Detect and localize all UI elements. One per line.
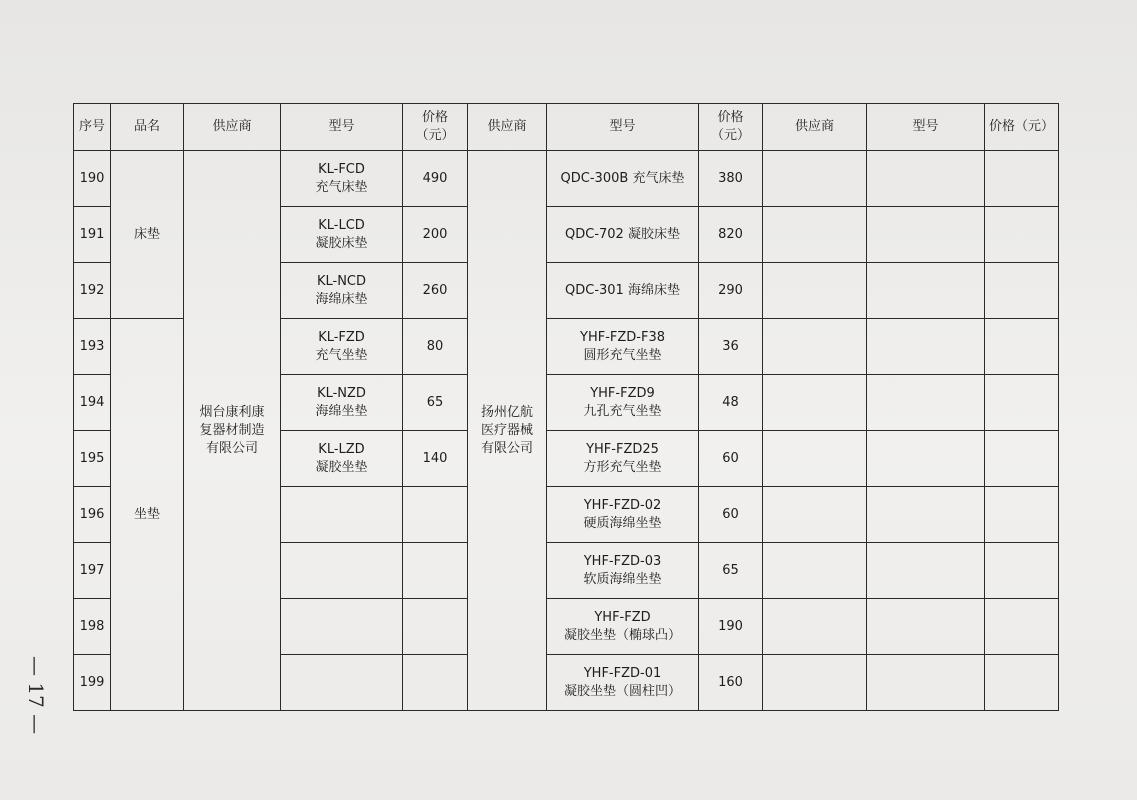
empty-cell	[867, 431, 985, 487]
empty-cell	[867, 151, 985, 207]
row-number: 194	[74, 375, 111, 431]
supplier-cell: 扬州亿航医疗器械有限公司	[468, 151, 547, 711]
model-code: QDC-301 海绵床垫	[565, 282, 680, 298]
model-code: YHF-FZD-F38	[580, 329, 665, 345]
model-cell	[281, 375, 403, 431]
empty-cell	[985, 655, 1059, 711]
row-number: 196	[74, 487, 111, 543]
price-cell: 160	[699, 655, 763, 711]
category-cell: 床垫	[111, 151, 184, 319]
model-name: 凝胶坐垫（椭球凸）	[563, 627, 681, 643]
empty-cell	[985, 431, 1059, 487]
empty-cell	[985, 375, 1059, 431]
model-code: YHF-FZD-01	[583, 665, 662, 681]
empty-cell	[763, 487, 867, 543]
empty-cell	[763, 207, 867, 263]
model-cell	[547, 319, 699, 375]
model-name: 圆形充气坐垫	[583, 347, 662, 363]
model-code: QDC-702 凝胶床垫	[565, 226, 680, 242]
model-name: 方形充气坐垫	[583, 459, 662, 475]
model-code: KL-NCD	[316, 273, 367, 289]
price-cell: 48	[699, 375, 763, 431]
empty-cell	[985, 599, 1059, 655]
row-number: 199	[74, 655, 111, 711]
empty-cell	[985, 207, 1059, 263]
model-code: YHF-FZD9	[590, 385, 655, 401]
empty-cell	[403, 655, 468, 711]
empty-cell	[985, 319, 1059, 375]
row-number: 190	[74, 151, 111, 207]
empty-cell	[763, 655, 867, 711]
empty-cell	[763, 431, 867, 487]
price-cell: 190	[699, 599, 763, 655]
empty-cell	[985, 151, 1059, 207]
empty-cell	[763, 263, 867, 319]
model-code: YHF-FZD	[594, 609, 651, 625]
empty-cell	[403, 487, 468, 543]
price-table	[73, 103, 1059, 711]
empty-cell	[281, 599, 403, 655]
model-name: 九孔充气坐垫	[583, 403, 662, 419]
model-cell	[281, 263, 403, 319]
empty-cell	[403, 599, 468, 655]
supplier-cell: 烟台康利康复器材制造有限公司	[184, 151, 281, 711]
empty-cell	[867, 319, 985, 375]
header-cell: 价格（元）	[699, 104, 763, 151]
model-cell	[547, 151, 699, 207]
price-cell: 60	[699, 487, 763, 543]
empty-cell	[763, 543, 867, 599]
model-name: 硬质海绵坐垫	[583, 515, 662, 531]
header-cell: 序号	[74, 104, 111, 151]
header-cell: 供应商	[763, 104, 867, 151]
model-cell	[547, 207, 699, 263]
model-cell	[281, 151, 403, 207]
model-name: 凝胶坐垫（圆柱凹）	[563, 683, 681, 699]
row-number: 195	[74, 431, 111, 487]
row-number: 191	[74, 207, 111, 263]
model-cell	[547, 487, 699, 543]
empty-cell	[985, 263, 1059, 319]
price-cell: 260	[403, 263, 468, 319]
header-cell: 型号	[867, 104, 985, 151]
row-number: 193	[74, 319, 111, 375]
model-cell	[281, 431, 403, 487]
model-code: KL-LZD	[318, 441, 365, 457]
empty-cell	[867, 543, 985, 599]
header-cell: 型号	[281, 104, 403, 151]
model-code: KL-LCD	[318, 217, 365, 233]
model-code: KL-FCD	[318, 161, 365, 177]
model-name: 充气床垫	[315, 179, 368, 195]
price-cell: 380	[699, 151, 763, 207]
empty-cell	[867, 375, 985, 431]
table-row	[74, 151, 1059, 207]
empty-cell	[867, 487, 985, 543]
price-cell: 200	[403, 207, 468, 263]
empty-cell	[281, 487, 403, 543]
header-cell: 型号	[547, 104, 699, 151]
row-number: 198	[74, 599, 111, 655]
model-cell	[547, 431, 699, 487]
header-cell: 价格（元）	[403, 104, 468, 151]
empty-cell	[867, 263, 985, 319]
model-cell	[547, 599, 699, 655]
empty-cell	[281, 543, 403, 599]
price-cell: 65	[699, 543, 763, 599]
model-name: 软质海绵坐垫	[583, 571, 662, 587]
empty-cell	[867, 207, 985, 263]
price-cell: 80	[403, 319, 468, 375]
price-cell: 820	[699, 207, 763, 263]
price-cell: 490	[403, 151, 468, 207]
price-cell: 60	[699, 431, 763, 487]
model-cell	[547, 655, 699, 711]
page-number: — 17 —	[24, 655, 48, 735]
empty-cell	[403, 543, 468, 599]
model-cell	[547, 543, 699, 599]
empty-cell	[763, 599, 867, 655]
header-cell: 品名	[111, 104, 184, 151]
price-cell: 290	[699, 263, 763, 319]
price-cell: 65	[403, 375, 468, 431]
empty-cell	[281, 655, 403, 711]
row-number: 197	[74, 543, 111, 599]
model-code: KL-NZD	[317, 385, 366, 401]
row-number: 192	[74, 263, 111, 319]
header-cell: 供应商	[184, 104, 281, 151]
model-name: 海绵坐垫	[315, 403, 368, 419]
model-name: 充气坐垫	[315, 347, 368, 363]
empty-cell	[867, 655, 985, 711]
header-cell: 供应商	[468, 104, 547, 151]
empty-cell	[985, 543, 1059, 599]
model-code: YHF-FZD-02	[583, 497, 662, 513]
category-cell: 坐垫	[111, 319, 184, 711]
model-code: YHF-FZD25	[586, 441, 659, 457]
model-cell	[547, 375, 699, 431]
model-name: 凝胶坐垫	[315, 459, 368, 475]
empty-cell	[763, 319, 867, 375]
model-code: YHF-FZD-03	[583, 553, 662, 569]
model-cell	[281, 319, 403, 375]
empty-cell	[763, 375, 867, 431]
price-cell: 36	[699, 319, 763, 375]
model-cell	[281, 207, 403, 263]
header-cell: 价格（元）	[985, 104, 1059, 151]
empty-cell	[867, 599, 985, 655]
model-code: KL-FZD	[318, 329, 365, 345]
model-code: QDC-300B 充气床垫	[560, 170, 685, 186]
empty-cell	[763, 151, 867, 207]
header-row	[74, 104, 1059, 151]
model-name: 海绵床垫	[315, 291, 368, 307]
model-name: 凝胶床垫	[315, 235, 368, 251]
empty-cell	[985, 487, 1059, 543]
model-cell	[547, 263, 699, 319]
price-cell: 140	[403, 431, 468, 487]
